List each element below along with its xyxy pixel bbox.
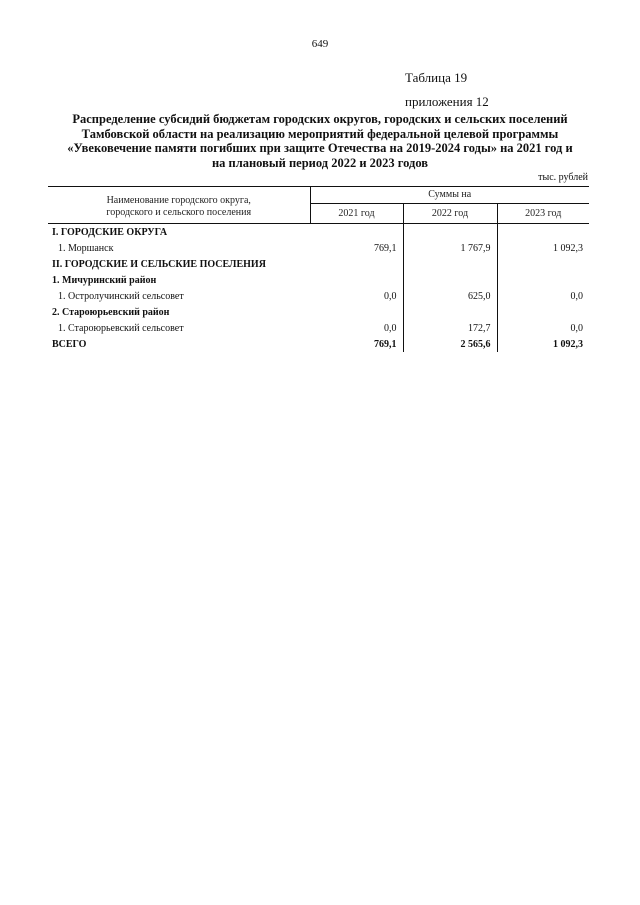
name-header-line-1: Наименование городского округа,: [106, 195, 251, 206]
cell-2022: [403, 304, 497, 320]
row-label: 1. Моршанск: [58, 242, 114, 254]
row-label: 2. Староюрьевский район: [52, 306, 170, 318]
table-row: [48, 304, 589, 320]
cell-2022: [403, 272, 497, 288]
cell-2023: 1 092,3: [553, 242, 584, 254]
row-label: 1. Остролучинский сельсовет: [58, 290, 184, 302]
title-line-1: Распределение субсидий бюджетам городских округов, городских и сельских поселений: [72, 112, 568, 126]
cell-2022: [403, 256, 497, 272]
cell-2023: [497, 304, 589, 320]
cell-2021: [310, 304, 403, 320]
title-line-2: Тамбовской области на реализацию мероприятий федеральной целевой программы: [81, 126, 559, 141]
cell-2022: 2 565,6: [403, 336, 497, 352]
title-line-3: «Увековечение памяти погибших при защите Отечества на 2019-2024 годы» на 2021 год и: [67, 141, 573, 155]
cell-2021: 0,0: [310, 288, 403, 304]
name-header-line-2: городского и сельского поселения: [106, 207, 252, 218]
year-2022-header: 2022 год: [403, 203, 497, 223]
cell-2021: [310, 224, 403, 241]
cell-2021: 0,0: [310, 320, 403, 336]
table-row: [48, 240, 589, 256]
name-column-header: [48, 187, 310, 224]
cell-2023: [497, 224, 589, 241]
table-row: [48, 320, 589, 336]
row-label: II. ГОРОДСКИЕ И СЕЛЬСКИЕ ПОСЕЛЕНИЯ: [52, 258, 266, 270]
row-label: I. ГОРОДСКИЕ ОКРУГА: [52, 226, 168, 238]
cell-2023: 0,0: [570, 322, 584, 334]
table-row: [48, 256, 589, 272]
cell-2021: 769,1: [310, 336, 403, 352]
row-label: 1. Староюрьевский сельсовет: [58, 322, 184, 334]
document-title: [40, 112, 600, 170]
subsidy-table: [48, 186, 589, 352]
cell-2023: 0,0: [570, 290, 584, 302]
cell-2021: [310, 256, 403, 272]
sums-header: Суммы на: [310, 187, 589, 204]
year-2023-header: 2023 год: [497, 203, 589, 223]
cell-2023: [497, 272, 589, 288]
total-row: [48, 336, 589, 352]
table-number: Таблица 19: [405, 70, 468, 85]
table-row: [48, 288, 589, 304]
table-row: [48, 272, 589, 288]
cell-2021: [310, 272, 403, 288]
year-2021-header: 2021 год: [310, 203, 403, 223]
cell-2022: 172,7: [403, 320, 497, 336]
title-line-4: на плановый период 2022 и 2023 годов: [211, 155, 429, 170]
cell-2023: [497, 256, 589, 272]
cell-2021: 769,1: [310, 240, 403, 256]
page-number: 649: [311, 38, 329, 50]
cell-2022: 1 767,9: [403, 240, 497, 256]
cell-2023: 1 092,3: [553, 338, 584, 350]
units-label: тыс. рублей: [538, 172, 588, 183]
appendix-number: приложения 12: [405, 94, 489, 109]
row-label: 1. Мичуринский район: [52, 274, 157, 286]
cell-2022: 625,0: [403, 288, 497, 304]
row-label: ВСЕГО: [52, 338, 87, 350]
table-row: [48, 224, 589, 241]
cell-2022: [403, 224, 497, 241]
